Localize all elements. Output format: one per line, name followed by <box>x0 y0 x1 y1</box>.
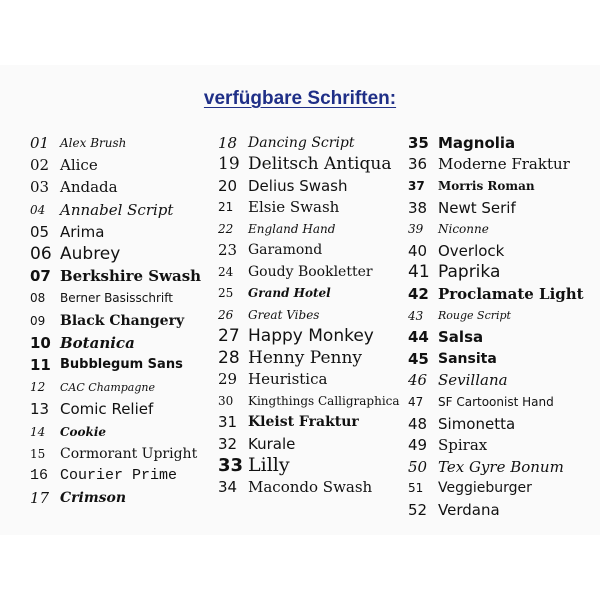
font-name: Simonetta <box>438 414 516 433</box>
font-entry <box>30 176 220 198</box>
font-name: Courier Prime <box>60 467 178 485</box>
font-number: 36 <box>408 155 428 174</box>
font-number: 03 <box>30 178 50 197</box>
font-entry <box>408 154 598 176</box>
font-name: Cookie <box>60 424 107 439</box>
font-name: Proclamate Light <box>438 284 584 303</box>
font-name: Dancing Script <box>248 134 355 151</box>
font-entry <box>408 391 598 413</box>
font-number: 30 <box>218 393 234 408</box>
font-name: Paprika <box>438 262 501 283</box>
font-entry <box>218 326 408 348</box>
font-entry <box>218 390 408 412</box>
font-name: Sevillana <box>438 371 508 390</box>
font-number: 07 <box>30 267 51 286</box>
font-name: Garamond <box>248 242 323 259</box>
font-name: Berkshire Swash <box>60 267 202 286</box>
font-name: Newt Serif <box>438 198 516 217</box>
font-entry <box>30 332 220 354</box>
font-name: Goudy Bookletter <box>248 263 373 280</box>
font-entry <box>218 218 408 240</box>
font-name: Salsa <box>438 328 484 347</box>
font-name: Veggieburger <box>438 480 532 497</box>
font-name: Crimson <box>60 490 127 507</box>
font-number: 31 <box>218 413 238 432</box>
font-number: 08 <box>30 291 46 306</box>
font-list-column-2 <box>218 132 408 498</box>
font-entry <box>30 132 220 154</box>
font-name: Comic Relief <box>60 400 154 419</box>
font-name: Grand Hotel <box>248 286 331 301</box>
font-entry <box>218 154 408 176</box>
font-name: Kleist Fraktur <box>248 414 359 431</box>
font-entry <box>218 175 408 197</box>
font-entry <box>408 413 598 435</box>
font-number: 10 <box>30 333 51 352</box>
font-number: 06 <box>30 244 52 265</box>
font-name: Kingthings Calligraphica <box>248 393 400 408</box>
font-entry <box>408 456 598 478</box>
font-entry <box>218 304 408 326</box>
font-number: 12 <box>30 380 46 395</box>
font-name: Alex Brush <box>60 136 127 151</box>
font-number: 32 <box>218 434 238 453</box>
font-name: England Hand <box>248 221 336 236</box>
font-number: 49 <box>408 436 428 455</box>
font-number: 16 <box>30 467 49 485</box>
font-name: Aubrey <box>60 244 121 265</box>
font-entry <box>218 476 408 498</box>
font-name: Magnolia <box>438 133 516 152</box>
font-number: 17 <box>30 489 50 508</box>
font-entry <box>218 412 408 434</box>
font-number: 46 <box>408 371 428 390</box>
font-name: SF Cartoonist Hand <box>438 394 554 409</box>
font-number: 14 <box>30 424 46 439</box>
font-entry <box>218 455 408 477</box>
font-entry <box>408 218 598 240</box>
font-name: Moderne Fraktur <box>438 155 570 174</box>
font-name: Annabel Script <box>60 200 174 219</box>
font-number: 27 <box>218 326 240 347</box>
font-name: Cormorant Upright <box>60 445 198 462</box>
font-name: Overlock <box>438 241 505 260</box>
font-number: 13 <box>30 400 50 419</box>
font-entry <box>30 243 220 265</box>
font-entry <box>218 261 408 283</box>
font-name: Sansita <box>438 350 497 367</box>
font-name: Niconne <box>438 222 489 237</box>
font-entry <box>30 199 220 221</box>
font-number: 38 <box>408 198 428 217</box>
font-number: 47 <box>408 394 424 409</box>
font-name: Arima <box>60 222 105 241</box>
font-number: 15 <box>30 446 46 461</box>
font-entry <box>408 326 598 348</box>
font-number: 21 <box>218 200 234 215</box>
font-entry <box>30 354 220 376</box>
font-entry <box>30 398 220 420</box>
font-name: Spirax <box>438 436 488 455</box>
font-entry <box>30 487 220 509</box>
font-entry <box>30 420 220 442</box>
font-name: Botanica <box>60 333 135 352</box>
font-number: 33 <box>218 454 244 476</box>
font-entry <box>30 287 220 309</box>
font-entry <box>408 499 598 521</box>
font-entry <box>218 240 408 262</box>
font-number: 28 <box>218 347 240 368</box>
font-name: Happy Monkey <box>248 326 374 347</box>
font-list-column-3 <box>408 132 598 521</box>
font-number: 40 <box>408 241 428 260</box>
font-number: 44 <box>408 328 429 347</box>
font-number: 45 <box>408 349 429 368</box>
page-title: verfügbare Schriften: <box>203 88 397 109</box>
font-entry <box>218 433 408 455</box>
font-number: 52 <box>408 500 428 519</box>
font-entry <box>218 347 408 369</box>
font-entry <box>30 310 220 332</box>
font-number: 18 <box>218 133 238 152</box>
font-entry <box>408 197 598 219</box>
font-number: 25 <box>218 286 234 301</box>
font-name: Verdana <box>438 500 500 519</box>
font-name: Delitsch Antiqua <box>248 154 392 175</box>
font-number: 39 <box>408 222 424 237</box>
font-number: 20 <box>218 176 238 195</box>
font-number: 23 <box>218 241 238 260</box>
font-number: 51 <box>408 481 424 496</box>
font-number: 29 <box>218 370 238 389</box>
font-name: Morris Roman <box>438 178 535 193</box>
font-name: Elsie Swash <box>248 198 340 217</box>
font-name: Heuristica <box>248 370 328 389</box>
font-entry <box>408 240 598 262</box>
font-entry <box>218 283 408 305</box>
font-number: 34 <box>218 477 238 496</box>
font-number: 05 <box>30 222 50 241</box>
font-entry <box>408 305 598 327</box>
font-entry <box>218 197 408 219</box>
font-name: Henny Penny <box>248 347 363 368</box>
font-entry <box>408 370 598 392</box>
font-name: Tex Gyre Bonum <box>438 457 564 476</box>
font-entry <box>408 478 598 500</box>
font-number: 37 <box>408 178 425 193</box>
font-entry <box>408 132 598 154</box>
font-number: 50 <box>408 457 428 476</box>
font-entry <box>30 221 220 243</box>
font-name: CAC Champagne <box>60 380 155 394</box>
font-list-column-1 <box>30 132 220 509</box>
font-entry <box>408 434 598 456</box>
font-number: 04 <box>30 202 46 217</box>
font-entry <box>218 132 408 154</box>
font-entry <box>30 376 220 398</box>
font-name: Black Changery <box>60 312 185 329</box>
font-name: Alice <box>60 156 98 175</box>
font-entry <box>218 369 408 391</box>
font-entry <box>30 443 220 465</box>
font-name: Lilly <box>248 454 290 477</box>
font-name: Berner Basisschrift <box>60 291 173 306</box>
font-name: Great Vibes <box>248 307 320 322</box>
font-entry <box>408 175 598 197</box>
font-number: 26 <box>218 307 234 322</box>
font-number: 43 <box>408 308 424 323</box>
font-number: 02 <box>30 156 50 175</box>
font-number: 41 <box>408 262 430 283</box>
font-number: 42 <box>408 284 429 303</box>
font-number: 24 <box>218 264 234 279</box>
font-number: 19 <box>218 154 240 175</box>
font-entry <box>30 265 220 287</box>
font-number: 09 <box>30 313 46 328</box>
font-number: 48 <box>408 414 428 433</box>
font-name: Macondo Swash <box>248 477 373 496</box>
font-entry <box>408 262 598 284</box>
font-name: Delius Swash <box>248 176 348 195</box>
font-name: Kurale <box>248 434 296 453</box>
font-number: 35 <box>408 133 429 152</box>
font-entry <box>30 154 220 176</box>
font-number: 22 <box>218 221 234 236</box>
font-name: Rouge Script <box>438 309 511 323</box>
font-entry <box>408 283 598 305</box>
font-number: 01 <box>30 134 50 153</box>
font-number: 11 <box>30 355 51 374</box>
font-entry <box>408 348 598 370</box>
font-entry <box>30 465 220 487</box>
font-name: Andada <box>60 178 118 197</box>
font-name: Bubblegum Sans <box>60 357 183 373</box>
